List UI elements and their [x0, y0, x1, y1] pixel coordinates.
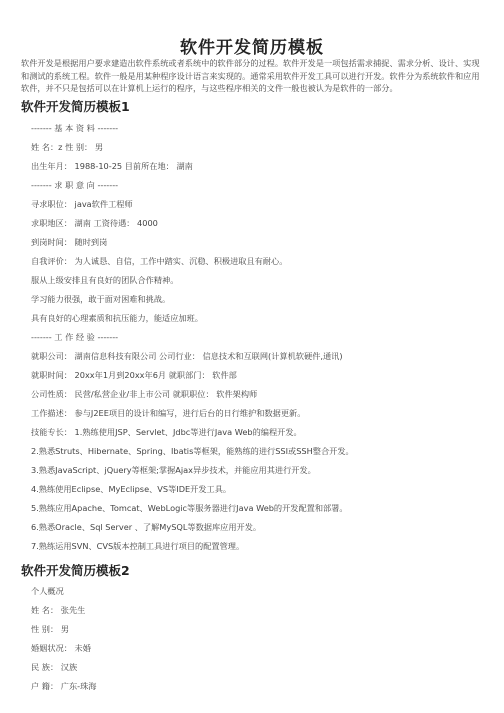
intro-paragraph: 软件开发是根据用户要求建造出软件系统或者系统中的软件部分的过程。软件开发是一项包括需求捕捉、需求分析、设计、实现和测试的系统工程。软件一般是用某种程序设计语言来实现的。通常采用软件开发工具可以进行开发。软件分为系统软件和应用软件，并不只是包括可以在计算机上运行的程序，与这些程序相关的文件一般也被认为是软件的一部分。	[21, 58, 480, 94]
section-1-title: 软件开发简历模板1	[21, 99, 130, 114]
section-2-line: 个人概况	[31, 586, 64, 596]
section-1-line: 服从上级安排且有良好的团队合作精神。	[31, 275, 179, 285]
section-1-line: 姓 名：z 性 别： 男	[31, 142, 104, 152]
section-1-line: 就职公司： 湖南信息科技有限公司 公司行业： 信息技术和互联网(计算机软硬件,通讯)	[31, 351, 343, 361]
section-2-line: 民 族： 汉族	[31, 662, 78, 672]
section-1-line: 3.熟悉JavaScript、jQuery等框架;掌握Ajax异步技术，并能应用其进行开发。	[31, 465, 316, 475]
section-1-line: 就职时间： 20xx年1月到20xx年6月 就职部门： 软件部	[31, 370, 237, 380]
section-2-line: 姓 名： 张先生	[31, 605, 86, 615]
section-2-line: 婚姻状况： 未婚	[31, 643, 91, 653]
section-1-line: 7.熟练运用SVN、CVS版本控制工具进行项目的配置管理。	[31, 541, 245, 551]
section-1-line: 求职地区： 湖南 工资待遇： 4000	[31, 218, 158, 228]
section-1-line: 学习能力很强，敢于面对困难和挑战。	[31, 294, 171, 304]
section-1-line: 5.熟练应用Apache、Tomcat、WebLogic等服务器进行Java Web的开发配置和部署。	[31, 503, 348, 513]
section-1-line: 工作描述： 参与J2EE项目的设计和编写，进行后台的日行维护和数据更新。	[31, 408, 306, 418]
section-1-line: 到岗时间： 随时到岗	[31, 237, 108, 247]
section-1-line: ------- 基 本 资 料 -------	[31, 123, 119, 133]
section-1-line: 4.熟练使用Eclipse、MyEclipse、VS等IDE开发工具。	[31, 484, 232, 494]
section-1-line: 具有良好的心理素质和抗压能力，能适应加班。	[31, 313, 203, 323]
section-1-line: 出生年月： 1988-10-25 目前所在地： 湖南	[31, 161, 193, 171]
section-1-line: 公司性质： 民营/私营企业/非上市公司 就职职位： 软件架构师	[31, 389, 258, 399]
section-1-line: 寻求职位： java软件工程师	[31, 199, 133, 209]
section-1-line: ------- 求 职 意 向 -------	[31, 180, 119, 190]
section-1-line: 技能专长： 1.熟练使用JSP、Servlet、Jdbc等进行Java Web的编程开发。	[31, 427, 302, 437]
section-1-line: 2.熟悉Struts、Hibernate、Spring、Ibatis等框架，能熟练的进行SSI或SSH整合开发。	[31, 446, 354, 456]
section-2-title: 软件开发简历模板2	[21, 563, 130, 578]
document-title: 软件开发简历模板	[180, 38, 324, 59]
section-1-line: 自我评价： 为人诚恳、自信，工作中踏实、沉稳、积极进取且有耐心。	[31, 256, 288, 266]
section-2-line: 性 别： 男	[31, 624, 69, 634]
section-1-line: 6.熟悉Oracle、Sql Server 、了解MySQL等数据库应用开发。	[31, 522, 262, 532]
section-1-line: ------- 工 作 经 验 -------	[31, 332, 119, 342]
section-2-line: 户 籍： 广东-珠海	[31, 681, 97, 691]
